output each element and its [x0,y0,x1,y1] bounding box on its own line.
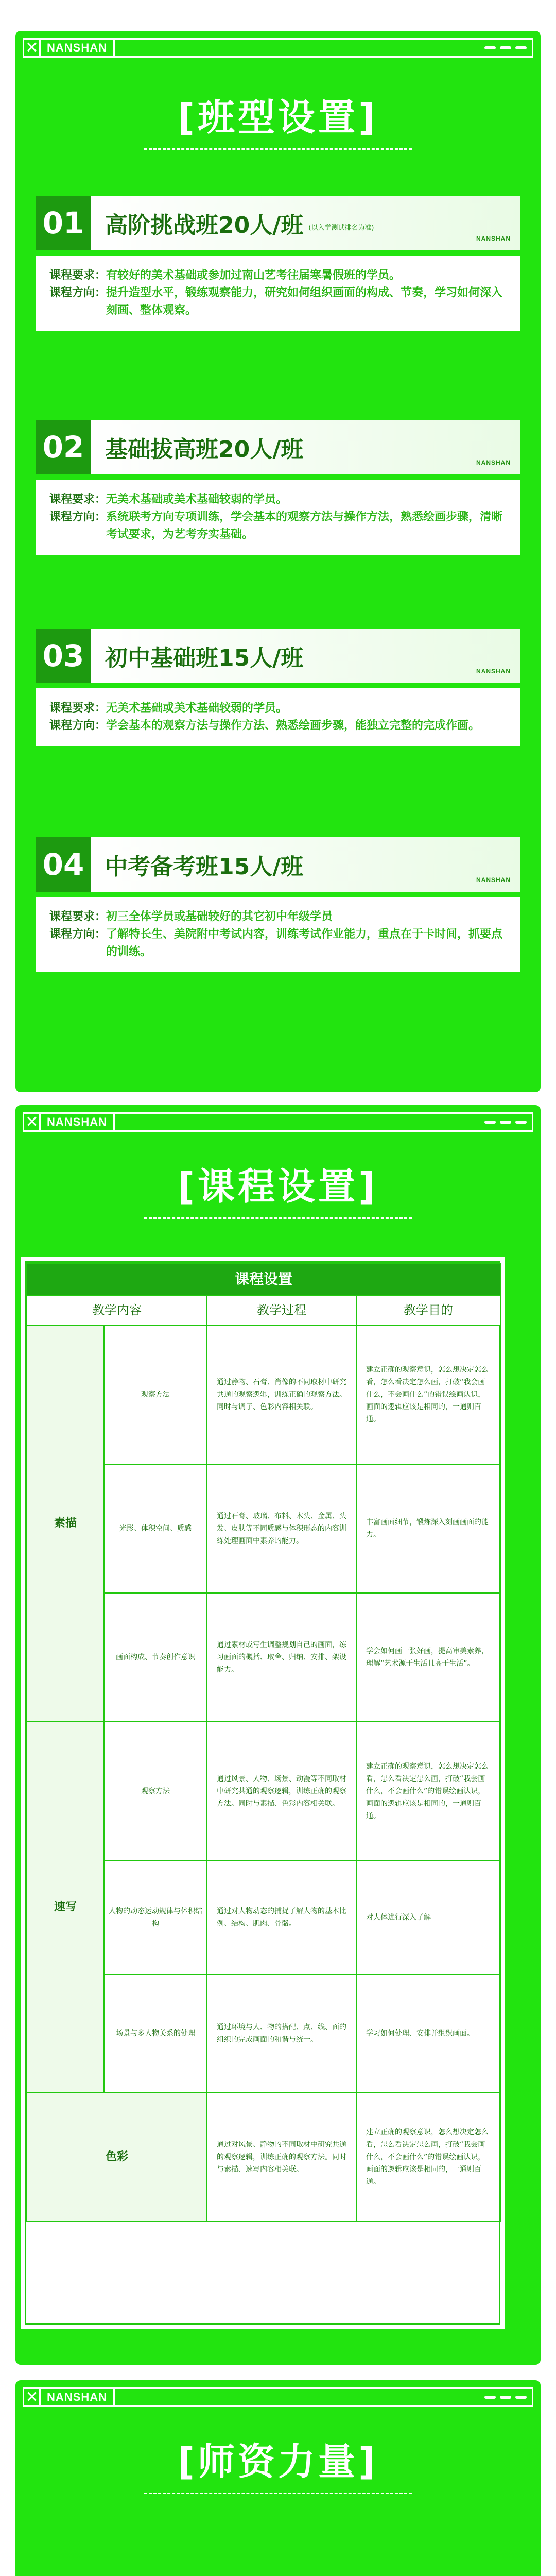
class-name: 高阶挑战班20人/班 [105,212,304,239]
window-tab-bar [23,1112,533,1132]
goal-cell: 建立正确的观察意识，怎么想决定怎么看，怎么看决定怎么画，打破“我会画什么，不会画什么”的错误绘画认识，画面的逻辑应该是相同的，一通则百通。 [356,1325,500,1464]
process-cell: 通过静物、石膏、肖像的不同取材中研究共通的观察逻辑，训练正确的观察方法。同时与调子、色彩内容相关联。 [207,1325,356,1464]
goal-cell: 建立正确的观察意识，怎么想决定怎么看，怎么看决定怎么画，打破“我会画什么，不会画什么”的错误绘画认识，画面的逻辑应该是相同的，一通则百通。 [356,2093,500,2222]
window-controls [484,2396,532,2399]
window-tab-bar [23,38,533,58]
card-number: 01 [36,196,91,250]
table-title: 课程设置 [27,1263,500,1295]
direction-text: 提升造型水平，锻练观察能力，研究如何组织画面的构成、节奏，学习如何深入刻画、整体观察。 [106,286,503,317]
card-number: 03 [36,629,91,683]
direction-label: 课程方向： [49,286,107,299]
card-brand: NANSHAN [476,876,511,884]
window-controls [484,46,532,49]
requirement-text: 无美术基础或美术基础较弱的学员。 [106,493,288,506]
direction-text: 学会基本的观察方法与操作方法、熟悉绘画步骤，能独立完整的完成作画。 [106,719,480,732]
subtopic-cell: 场景与多人物关系的处理 [104,1974,207,2093]
faculty-panel [15,2380,541,2576]
category-cell: 素描 [27,1325,104,1722]
requirement-text: 初三全体学员或基础较好的其它初中年级学员 [106,910,333,923]
goal-cell: 对人体进行深入了解 [356,1861,500,1974]
requirement-label: 课程要求： [49,702,107,715]
subtopic-cell: 观察方法 [104,1722,207,1861]
category-cell: 色彩 [27,2093,207,2222]
goal-cell: 建立正确的观察意识，怎么想决定怎么看，怎么看决定怎么画，打破“我会画什么，不会画什么”的错误绘画认识，画面的逻辑应该是相同的，一通则百通。 [356,1722,500,1861]
close-icon[interactable] [24,2389,41,2405]
course-table-card [21,1257,505,2329]
subtopic-cell: 观察方法 [104,1325,207,1464]
class-name: 初中基础班15人/班 [105,645,304,671]
close-icon[interactable] [24,1114,41,1130]
section-title-class-setup: [班型设置] [178,96,378,139]
title-divider [144,1217,412,1219]
title-divider [144,2493,412,2494]
brand-label: NANSHAN [41,2389,115,2405]
card-number: 02 [36,420,91,474]
column-header: 教学内容 [27,1295,207,1325]
direction-label: 课程方向： [49,719,107,732]
card-number: 04 [36,837,91,892]
goal-cell: 丰富画面细节，锻炼深入刻画画面的能力。 [356,1464,500,1593]
direction-label: 课程方向： [49,928,107,941]
process-cell: 通过对人物动态的捕捉了解人物的基本比例、结构、肌肉、骨骼。 [207,1861,356,1974]
window-tab-bar [23,2387,533,2407]
window-controls [484,1121,532,1124]
class-card [36,196,520,331]
class-setup-panel [15,31,541,1092]
requirement-text: 无美术基础或美术基础较弱的学员。 [106,702,288,715]
course-table [26,1263,501,2222]
section-title-course-setup: [课程设置] [178,1165,378,1208]
requirement-label: 课程要求： [49,269,107,282]
direction-text: 了解特长生、美院附中考试内容，训练考试作业能力，重点在于卡时间，抓要点的训练。 [106,928,503,958]
requirement-text: 有较好的美术基础或参加过南山艺考往届寒暑假班的学员。 [106,269,401,282]
requirement-label: 课程要求： [49,493,107,506]
requirement-label: 课程要求： [49,910,107,923]
class-note: (以入学测试排名为准) [308,224,374,232]
process-cell: 通过素材或写生调整规划自己的画面，练习画面的概括、取舍、归纳、安排、架设能力。 [207,1593,356,1722]
class-card [36,420,520,555]
close-icon[interactable] [24,40,41,56]
class-card [36,629,520,746]
process-cell: 通过对风景、静物的不同取材中研究共通的观察逻辑，训练正确的观察方法。同时与素描、速写内容相关联。 [207,2093,356,2222]
class-card [36,837,520,972]
class-name: 中考备考班15人/班 [105,854,304,880]
card-brand: NANSHAN [476,459,511,466]
card-brand: NANSHAN [476,668,511,675]
process-cell: 通过风景、人物、场景、动漫等不同取材中研究共通的观察逻辑，训练正确的观察方法。同时与素描、色彩内容相关联。 [207,1722,356,1861]
goal-cell: 学习如何处理、安排并组织画面。 [356,1974,500,2093]
card-brand: NANSHAN [476,235,511,242]
subtopic-cell: 人物的动态运动规律与体积结构 [104,1861,207,1974]
column-header: 教学过程 [207,1295,356,1325]
direction-text: 系统联考方向专项训练，学会基本的观察方法与操作方法，熟悉绘画步骤，清晰考试要求，为艺考夯实基础。 [106,511,503,541]
section-title-faculty: [师资力量] [178,2440,378,2483]
brand-label: NANSHAN [41,1114,115,1130]
subtopic-cell: 画面构成、节奏创作意识 [104,1593,207,1722]
column-header: 教学目的 [356,1295,500,1325]
title-divider [144,148,412,150]
subtopic-cell: 光影、体积空间、质感 [104,1464,207,1593]
process-cell: 通过石膏、玻璃、布料、木头、金属、头发、皮肤等不同质感与体积形态的内容训练处理画面中素养的能力。 [207,1464,356,1593]
process-cell: 通过环境与人、物的搭配、点、线、面的组织的完成画面的和谐与统一。 [207,1974,356,2093]
category-cell: 速写 [27,1722,104,2093]
direction-label: 课程方向： [49,511,107,523]
brand-label: NANSHAN [41,40,115,56]
class-name: 基础拔高班20人/班 [105,436,304,463]
goal-cell: 学会如何画一张好画，提高审美素养，理解“艺术源于生活且高于生活”。 [356,1593,500,1722]
